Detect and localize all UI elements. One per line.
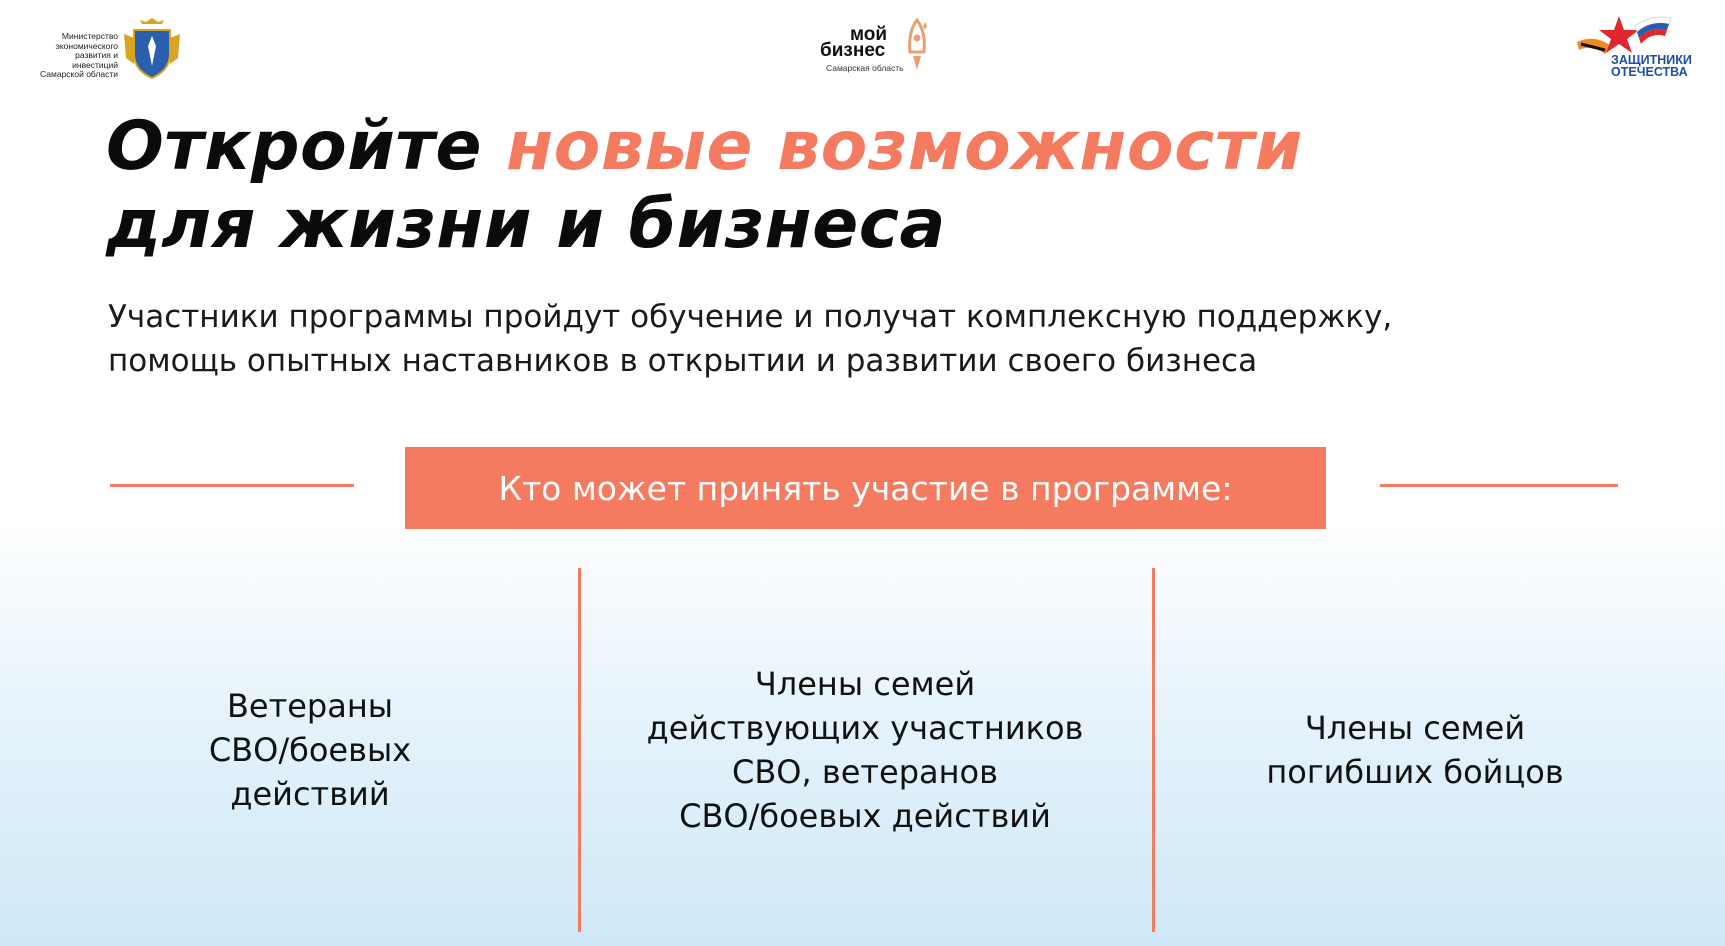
ministry-name: Министерство экономического развития и инвестиций Самарской области	[40, 31, 118, 79]
my-business-logo	[818, 18, 938, 78]
eligibility-banner	[405, 447, 1326, 529]
rocket-icon	[904, 18, 930, 74]
samara-coat-of-arms-icon	[124, 18, 180, 80]
column-divider	[578, 568, 581, 932]
column-divider	[1152, 568, 1155, 932]
my-business-main-word: бизнес	[820, 40, 886, 61]
banner-rule-left	[110, 484, 354, 487]
lead-paragraph: Участники программы пройдут обучение и получат комплексную поддержку, помощь опытных наставников в открытии и развитии своего бизнеса	[108, 299, 1393, 379]
page-title	[106, 108, 1506, 264]
banner-rule-right	[1380, 484, 1618, 487]
title-line-2: для жизни и бизнеса	[106, 185, 946, 264]
my-business-top-word: мой	[850, 24, 888, 45]
star-ribbon-icon	[1575, 12, 1675, 56]
defenders-logo	[1575, 12, 1705, 82]
eligibility-active-families: Члены семей действующих участников СВО, ветеранов СВО/боевых действий	[646, 665, 1084, 835]
title-line-1: Откройте новые возможности	[106, 107, 1303, 186]
title-accent: новые возможности	[506, 107, 1303, 186]
eligibility-fallen-families: Члены семей погибших бойцов	[1266, 709, 1564, 791]
ministry-logo	[34, 18, 184, 80]
eligibility-veterans: Ветераны СВО/боевых действий	[208, 687, 412, 813]
defenders-title: ЗАЩИТНИКИ ОТЕЧЕСТВА	[1611, 53, 1692, 79]
eligibility-banner-text: Кто может принять участие в программе:	[498, 468, 1233, 508]
my-business-region: Самарская область	[826, 63, 904, 73]
